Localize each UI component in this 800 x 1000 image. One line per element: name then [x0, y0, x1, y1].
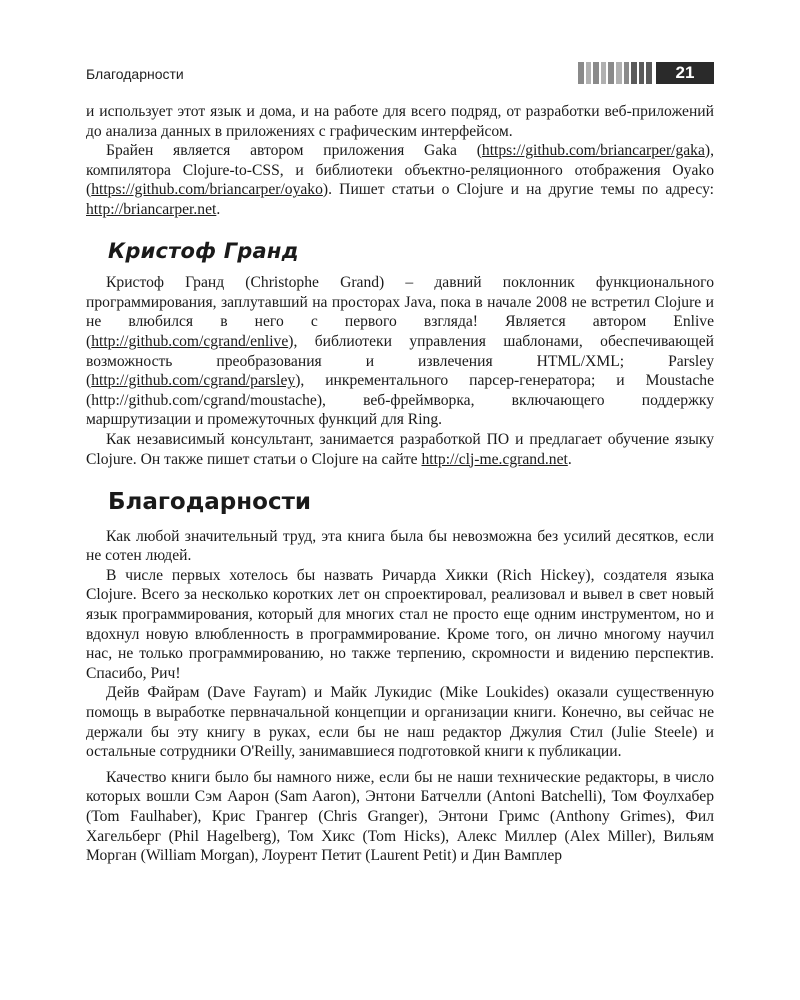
cljme-link[interactable]: http://clj-me.cgrand.net: [421, 450, 568, 468]
parsley-link[interactable]: http://github.com/cgrand/parsley: [91, 372, 296, 390]
grand-paragraph-1: Кристоф Гранд (Christophe Grand) – давний поклонник функционального программирования, заплутавший на просторах Java, пока в начале 2008 не встретил Clojure и не влюбился в него с первого взгляда! Является автором Enlive (http://github.com/cgrand/enlive), библиотеки управления шаблонами, обеспечивающей возможность преобразования и извлечения HTML/XML; Parsley (http://github.com/cgrand/parsley), инкрементального парсер-генератора; и Moustache (http://github.com/cgrand/moustache), веб-фреймворка, включающего поддержку маршрутизации и промежуточных функций для Ring.: [86, 274, 714, 429]
thanks-paragraph-4: Качество книги было бы намного ниже, если бы не наши технические редакторы, в число которых вошли Сэм Аарон (Sam Aaron), Энтони Батчелли (Antoni Batchelli), Том Фоулхабер (Tom Faulhaber), Крис Грангер (Chris Granger), Энтони Гримс (Anthony Grimes), Фил Хагельберг (Phil Hagelberg), Том Хикс (Tom Hicks), Алекс Миллер (Alex Miller), Вильям Морган (William Morgan), Лоурент Петит (Laurent Petit) и Дин Вамплер: [86, 768, 714, 865]
decorative-stripes: [578, 62, 652, 84]
thanks-heading: Благодарности: [108, 489, 312, 516]
thanks-paragraph-1: Как любой значительный труд, эта книга была бы невозможна без усилий десятков, если не сотен людей.: [86, 527, 714, 565]
running-title: Благодарности: [86, 66, 184, 82]
intro-paragraph-1: и использует этот язык и дома, и на работе для всего подряд, от разработки веб-приложений до анализа данных в приложениях с графическим интерфейсом.: [86, 103, 714, 140]
page-number: 21: [656, 62, 714, 84]
grand-heading: Кристоф Гранд: [108, 238, 299, 263]
intro-paragraph-2: Брайен является автором приложения Gaka (https://github.com/briancarper/gaka), компилятора Clojure-to-CSS, и библиотеки объектно-реляционного отображения Oyako (https://github.com/briancarper/oyako). Пишет статьи о Clojure и на другие темы по адресу: http://briancarper.net.: [86, 142, 714, 218]
enlive-link[interactable]: http://github.com/cgrand/enlive: [91, 332, 289, 350]
grand-paragraph-2: Как независимый консультант, занимается разработкой ПО и предлагает обучение языку Clojure. Он также пишет статьи о Clojure на сайте http://clj-me.cgrand.net.: [86, 430, 714, 468]
oyako-link[interactable]: https://github.com/briancarper/oyako: [91, 181, 323, 199]
gaka-link[interactable]: https://github.com/briancarper/gaka: [481, 142, 705, 160]
briancarper-link[interactable]: http://briancarper.net: [86, 200, 217, 218]
thanks-paragraph-3: Дейв Файрам (Dave Fayram) и Майк Лукидис (Mike Loukides) оказали существенную помощь в выработке первначальной концепции и организации книги. Конечно, вы сейчас не держали бы эту книгу в руках, если бы не наш редактор Джулия Стил (Julie Steele) и остальные сотрудники O'Reilly, занимавшиеся подготовкой книги к публикации.: [86, 684, 714, 761]
page-header: [86, 62, 714, 86]
thanks-paragraph-2: В числе первых хотелось бы назвать Ричарда Хикки (Rich Hickey), создателя языка Clojure. Всего за несколько коротких лет он спроектировал, реализовал и вывел в свет новый язык программирования, который для многих стал не просто еще одним инструментом, но и вдохнул новую влюбленность в программирование. Кроме того, он лично многому научил нас, не только программированию, но также терпению, скромности и видению перспектив. Спасибо, Рич!: [86, 566, 714, 682]
page-body: [86, 102, 714, 866]
